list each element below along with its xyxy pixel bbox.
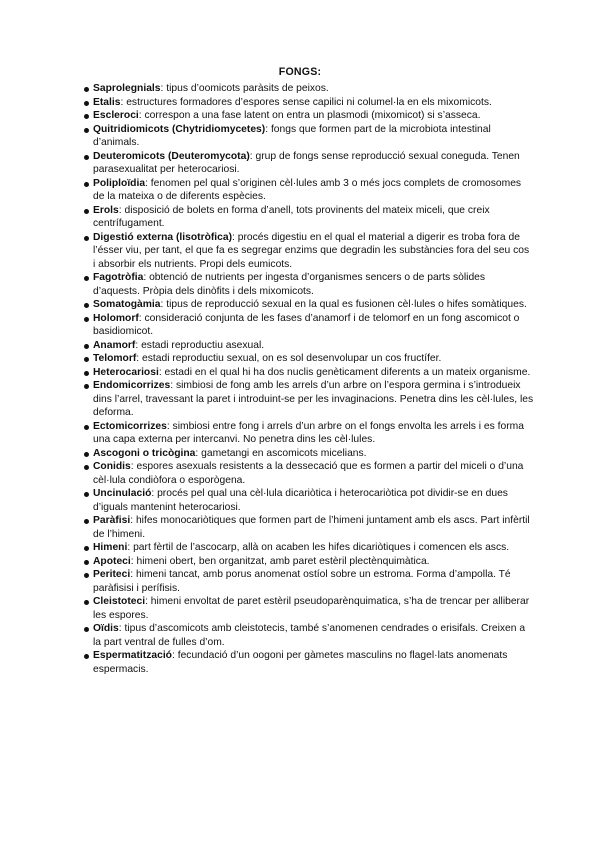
- term: Poliploïdia: [93, 177, 146, 189]
- bullet-icon: [84, 155, 89, 160]
- definition: : procés digestiu en el qual el material a digerir es troba fora de l’ésser viu, per tant, el que fa es segregar enzims que degradin les substàncies fora del seu cos i absorbir els nutrients. Propi dels eumicots.: [93, 231, 530, 270]
- list-item: [66, 204, 534, 231]
- definition: : obtenció de nutrients per ingesta d’organismes sencers o de parts sòlides d’aquests. Pròpia dels dinòfits i dels mixomicots.: [93, 272, 486, 297]
- term: Espermatització: [93, 650, 172, 661]
- term: Himeni: [93, 542, 128, 553]
- bullet-icon: [84, 452, 89, 457]
- bullet-icon: [84, 182, 89, 187]
- list-item: [66, 109, 534, 123]
- term: Ascogoni o tricògina: [93, 447, 196, 459]
- term: Quitridiomicots (Chytridiomycetes): [93, 123, 266, 135]
- list-item: [66, 177, 534, 204]
- bullet-icon: [84, 573, 89, 578]
- bullet-icon: [84, 465, 89, 470]
- definition: : procés pel qual una cèl·lula dicariòtica i heterocariòtica pot dividir-se en dues d’iguals mantenint heterocariosi.: [93, 488, 508, 513]
- definition: : himeni tancat, amb porus anomenat ostíol sobre un estroma. Forma d’ampolla. Té paràfisisi i perífisis.: [93, 569, 511, 594]
- definition: : estructures formadores d’espores sense capilici ni columel·la en els mixomicots.: [120, 96, 492, 108]
- definition: : estadi en el qual hi ha dos nuclis genèticament diferents a un mateix organisme.: [158, 366, 531, 378]
- bullet-icon: [84, 371, 89, 376]
- bullet-icon: [84, 627, 89, 632]
- term: Somatogàmia: [93, 299, 161, 310]
- bullet-icon: [84, 276, 89, 281]
- list-item: [66, 447, 534, 461]
- list-item: [66, 271, 534, 298]
- definition: : espores asexuals resistents a la dessecació que es formen a partir del miceli o d’una cèl·lula condiòfora o esporògena.: [93, 461, 524, 486]
- term: Periteci: [93, 569, 131, 580]
- list-item: [66, 555, 534, 569]
- bullet-icon: [84, 519, 89, 524]
- definition: : grup de fongs sense reproducció sexual coneguda. Tenen parasexualitat per heterocariosi.: [93, 150, 520, 175]
- list-item: [66, 568, 534, 595]
- definition: : tipus de reproducció sexual en la qual es fusionen cèl·lules o hifes somàtiques.: [160, 299, 527, 310]
- glossary-list: [66, 82, 534, 676]
- term: Deuteromicots (Deuteromycota): [93, 150, 250, 162]
- list-item: [66, 231, 534, 272]
- term: Ectomicorrizes: [93, 420, 167, 432]
- list-item: [66, 649, 534, 676]
- list-item: [66, 420, 534, 447]
- bullet-icon: [84, 384, 89, 389]
- definition: : fecundació d’un oogoni per gàmetes masculins no flagel·lats anomenats espermacis.: [93, 650, 508, 675]
- term: Paràfisi: [93, 515, 131, 526]
- list-item: [66, 339, 534, 353]
- list-item: [66, 622, 534, 649]
- term: Escleroci: [93, 110, 139, 121]
- list-item: [66, 298, 534, 312]
- bullet-icon: [84, 101, 89, 106]
- term: Telomorf: [93, 353, 137, 364]
- list-item: [66, 352, 534, 366]
- bullet-icon: [84, 600, 89, 605]
- term: Digestió externa (lisotròfica): [93, 231, 233, 243]
- list-item: [66, 96, 534, 110]
- bullet-icon: [84, 87, 89, 92]
- definition: : simbiosi de fong amb les arrels d’un arbre on l’espora germina i s’introdueix dins l’arrel, travessant la paret i introduint-se per les invaginacions. Penetra dins les cèl·lules, les deforma.: [93, 380, 534, 418]
- bullet-icon: [84, 492, 89, 497]
- term: Heterocariosi: [93, 366, 159, 378]
- bullet-icon: [84, 317, 89, 322]
- term: Fagotròfia: [93, 272, 144, 283]
- list-item: [66, 82, 534, 96]
- definition: : estadi reproductiu sexual, on es sol desenvolupar un cos fructífer.: [136, 353, 442, 364]
- definition: : disposició de bolets en forma d’anell, tots provinents del mateix miceli, que creix centrífugament.: [93, 204, 490, 229]
- term: Apoteci: [93, 555, 131, 567]
- list-item: [66, 123, 534, 150]
- term: Anamorf: [93, 339, 136, 351]
- list-item: [66, 150, 534, 177]
- term: Holomorf: [93, 312, 139, 324]
- list-item: [66, 487, 534, 514]
- definition: : correspon a una fase latent on entra un plasmodi (mixomicot) si s’asseca.: [138, 110, 481, 121]
- list-item: [66, 595, 534, 622]
- bullet-icon: [84, 303, 89, 308]
- bullet-icon: [84, 236, 89, 241]
- definition: : tipus d’ascomicots amb cleistotecis, també s’anomenen cendrades o erisifals. Creixen a la part ventral de fulles d’om.: [93, 623, 526, 648]
- bullet-icon: [84, 128, 89, 133]
- definition: : fenomen pel qual s’originen cèl·lules amb 3 o més jocs complets de cromosomes de la mateixa o de diferents espècies.: [93, 177, 522, 202]
- list-item: [66, 541, 534, 555]
- definition: : part fèrtil de l’ascocarp, allà on acaben les hifes dicariòtiques i comencen els ascs.: [127, 542, 510, 553]
- bullet-icon: [84, 425, 89, 430]
- term: Conidis: [93, 461, 131, 472]
- bullet-icon: [84, 344, 89, 349]
- bullet-icon: [84, 114, 89, 119]
- term: Erols: [93, 204, 119, 216]
- bullet-icon: [84, 654, 89, 659]
- term: Uncinulació: [93, 488, 152, 499]
- term: Oïdis: [93, 623, 119, 634]
- list-item: [66, 514, 534, 541]
- definition: : himeni envoltat de paret estèril pseudoparènquimatica, s’ha de trencar per alliberar les espores.: [93, 596, 530, 621]
- term: Etalis: [93, 96, 121, 108]
- list-item: [66, 312, 534, 339]
- list-item: [66, 366, 534, 380]
- definition: : gametangi en ascomicots micelians.: [195, 447, 367, 459]
- definition: : simbiosi entre fong i arrels d’un arbre on el fongs envolta les arrels i es forma una capa externa per intercanvi. No penetra dins les cèl·lules.: [93, 420, 524, 445]
- bullet-icon: [84, 546, 89, 551]
- bullet-icon: [84, 560, 89, 565]
- definition: : hifes monocariòtiques que formen part de l’himeni juntament amb els ascs. Part infèrtil de l’himeni.: [93, 515, 530, 540]
- definition: : fongs que formen part de la microbiota intestinal d’animals.: [93, 123, 491, 148]
- definition: : himeni obert, ben organitzat, amb paret estèril plectènquimàtica.: [130, 555, 430, 567]
- term: Saprolegnials: [93, 83, 161, 94]
- page-title: FONGS:: [278, 66, 322, 78]
- list-item: [66, 379, 534, 420]
- definition: : estadi reproductiu asexual.: [135, 339, 265, 351]
- bullet-icon: [84, 357, 89, 362]
- definition: : consideració conjunta de les fases d’anamorf i de telomorf en un fong ascomicot o basidiomicot.: [93, 312, 520, 337]
- list-item: [66, 460, 534, 487]
- term: Endomicorrizes: [93, 380, 171, 391]
- term: Cleistoteci: [93, 596, 146, 607]
- bullet-icon: [84, 209, 89, 214]
- definition: : tipus d’oomicots paràsits de peixos.: [160, 83, 329, 94]
